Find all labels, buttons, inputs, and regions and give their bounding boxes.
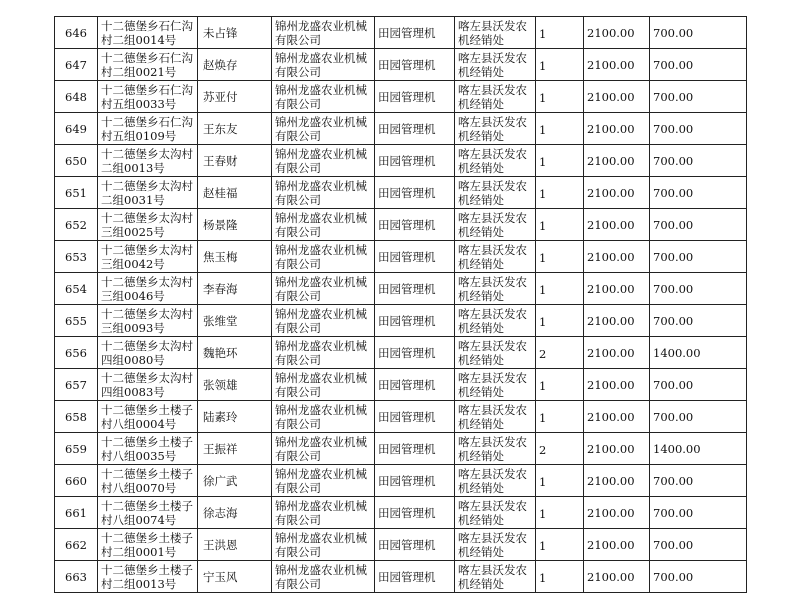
row-number: 654 bbox=[55, 273, 98, 305]
machine-type-cell: 田园管理机 bbox=[375, 49, 455, 81]
quantity-cell: 1 bbox=[536, 561, 584, 593]
price-cell: 2100.00 bbox=[584, 145, 650, 177]
manufacturer-cell: 锦州龙盛农业机械有限公司 bbox=[272, 145, 375, 177]
row-number: 662 bbox=[55, 529, 98, 561]
dealer-cell: 喀左县沃发农机经销处 bbox=[455, 497, 536, 529]
table-row bbox=[55, 17, 747, 49]
row-number: 655 bbox=[55, 305, 98, 337]
table-row bbox=[55, 177, 747, 209]
quantity-cell: 1 bbox=[536, 17, 584, 49]
dealer-cell: 喀左县沃发农机经销处 bbox=[455, 561, 536, 593]
dealer-cell: 喀左县沃发农机经销处 bbox=[455, 17, 536, 49]
address-cell: 十二德堡乡太沟村四组0080号 bbox=[98, 337, 198, 369]
quantity-cell: 1 bbox=[536, 177, 584, 209]
farmer-name-cell: 未占锋 bbox=[198, 17, 272, 49]
subsidy-cell: 700.00 bbox=[650, 273, 747, 305]
row-number: 657 bbox=[55, 369, 98, 401]
price-cell: 2100.00 bbox=[584, 465, 650, 497]
table-row bbox=[55, 145, 747, 177]
address-cell: 十二德堡乡太沟村二组0031号 bbox=[98, 177, 198, 209]
dealer-cell: 喀左县沃发农机经销处 bbox=[455, 145, 536, 177]
farmer-name-cell: 赵桂福 bbox=[198, 177, 272, 209]
quantity-cell: 1 bbox=[536, 113, 584, 145]
machine-type-cell: 田园管理机 bbox=[375, 177, 455, 209]
row-number: 650 bbox=[55, 145, 98, 177]
manufacturer-cell: 锦州龙盛农业机械有限公司 bbox=[272, 401, 375, 433]
farmer-name-cell: 张维堂 bbox=[198, 305, 272, 337]
machine-type-cell: 田园管理机 bbox=[375, 17, 455, 49]
address-cell: 十二德堡乡太沟村二组0013号 bbox=[98, 145, 198, 177]
dealer-cell: 喀左县沃发农机经销处 bbox=[455, 81, 536, 113]
manufacturer-cell: 锦州龙盛农业机械有限公司 bbox=[272, 273, 375, 305]
table-row bbox=[55, 241, 747, 273]
manufacturer-cell: 锦州龙盛农业机械有限公司 bbox=[272, 465, 375, 497]
quantity-cell: 1 bbox=[536, 241, 584, 273]
subsidy-cell: 700.00 bbox=[650, 465, 747, 497]
machine-type-cell: 田园管理机 bbox=[375, 433, 455, 465]
table-body bbox=[55, 17, 747, 593]
farmer-name-cell: 王春财 bbox=[198, 145, 272, 177]
row-number: 653 bbox=[55, 241, 98, 273]
manufacturer-cell: 锦州龙盛农业机械有限公司 bbox=[272, 497, 375, 529]
farmer-name-cell: 张领雄 bbox=[198, 369, 272, 401]
quantity-cell: 1 bbox=[536, 305, 584, 337]
machine-type-cell: 田园管理机 bbox=[375, 145, 455, 177]
price-cell: 2100.00 bbox=[584, 81, 650, 113]
manufacturer-cell: 锦州龙盛农业机械有限公司 bbox=[272, 17, 375, 49]
machine-type-cell: 田园管理机 bbox=[375, 81, 455, 113]
address-cell: 十二德堡乡土楼子村二组0001号 bbox=[98, 529, 198, 561]
machine-type-cell: 田园管理机 bbox=[375, 561, 455, 593]
row-number: 663 bbox=[55, 561, 98, 593]
subsidy-cell: 700.00 bbox=[650, 529, 747, 561]
manufacturer-cell: 锦州龙盛农业机械有限公司 bbox=[272, 209, 375, 241]
price-cell: 2100.00 bbox=[584, 17, 650, 49]
farmer-name-cell: 王洪恩 bbox=[198, 529, 272, 561]
farmer-name-cell: 王东友 bbox=[198, 113, 272, 145]
price-cell: 2100.00 bbox=[584, 401, 650, 433]
machine-type-cell: 田园管理机 bbox=[375, 401, 455, 433]
machine-type-cell: 田园管理机 bbox=[375, 369, 455, 401]
table-row bbox=[55, 49, 747, 81]
table-row bbox=[55, 401, 747, 433]
subsidy-table bbox=[54, 16, 747, 593]
dealer-cell: 喀左县沃发农机经销处 bbox=[455, 401, 536, 433]
manufacturer-cell: 锦州龙盛农业机械有限公司 bbox=[272, 113, 375, 145]
price-cell: 2100.00 bbox=[584, 433, 650, 465]
farmer-name-cell: 苏亚付 bbox=[198, 81, 272, 113]
subsidy-cell: 700.00 bbox=[650, 561, 747, 593]
manufacturer-cell: 锦州龙盛农业机械有限公司 bbox=[272, 241, 375, 273]
row-number: 648 bbox=[55, 81, 98, 113]
dealer-cell: 喀左县沃发农机经销处 bbox=[455, 529, 536, 561]
price-cell: 2100.00 bbox=[584, 177, 650, 209]
manufacturer-cell: 锦州龙盛农业机械有限公司 bbox=[272, 561, 375, 593]
farmer-name-cell: 徐志海 bbox=[198, 497, 272, 529]
row-number: 651 bbox=[55, 177, 98, 209]
subsidy-cell: 1400.00 bbox=[650, 433, 747, 465]
subsidy-cell: 700.00 bbox=[650, 305, 747, 337]
machine-type-cell: 田园管理机 bbox=[375, 337, 455, 369]
table-row bbox=[55, 337, 747, 369]
row-number: 649 bbox=[55, 113, 98, 145]
price-cell: 2100.00 bbox=[584, 497, 650, 529]
farmer-name-cell: 焦玉梅 bbox=[198, 241, 272, 273]
table-row bbox=[55, 81, 747, 113]
quantity-cell: 1 bbox=[536, 273, 584, 305]
row-number: 656 bbox=[55, 337, 98, 369]
quantity-cell: 1 bbox=[536, 465, 584, 497]
subsidy-cell: 1400.00 bbox=[650, 337, 747, 369]
address-cell: 十二德堡乡石仁沟村五组0109号 bbox=[98, 113, 198, 145]
quantity-cell: 1 bbox=[536, 401, 584, 433]
subsidy-cell: 700.00 bbox=[650, 369, 747, 401]
machine-type-cell: 田园管理机 bbox=[375, 113, 455, 145]
dealer-cell: 喀左县沃发农机经销处 bbox=[455, 433, 536, 465]
manufacturer-cell: 锦州龙盛农业机械有限公司 bbox=[272, 81, 375, 113]
quantity-cell: 1 bbox=[536, 529, 584, 561]
address-cell: 十二德堡乡土楼子村八组0035号 bbox=[98, 433, 198, 465]
manufacturer-cell: 锦州龙盛农业机械有限公司 bbox=[272, 337, 375, 369]
quantity-cell: 1 bbox=[536, 49, 584, 81]
dealer-cell: 喀左县沃发农机经销处 bbox=[455, 241, 536, 273]
table-row bbox=[55, 497, 747, 529]
quantity-cell: 2 bbox=[536, 337, 584, 369]
machine-type-cell: 田园管理机 bbox=[375, 529, 455, 561]
price-cell: 2100.00 bbox=[584, 337, 650, 369]
dealer-cell: 喀左县沃发农机经销处 bbox=[455, 113, 536, 145]
address-cell: 十二德堡乡土楼子村二组0013号 bbox=[98, 561, 198, 593]
subsidy-cell: 700.00 bbox=[650, 81, 747, 113]
price-cell: 2100.00 bbox=[584, 49, 650, 81]
table-row bbox=[55, 561, 747, 593]
machine-type-cell: 田园管理机 bbox=[375, 273, 455, 305]
table-row bbox=[55, 305, 747, 337]
row-number: 661 bbox=[55, 497, 98, 529]
manufacturer-cell: 锦州龙盛农业机械有限公司 bbox=[272, 49, 375, 81]
table-row bbox=[55, 113, 747, 145]
farmer-name-cell: 宁玉风 bbox=[198, 561, 272, 593]
farmer-name-cell: 魏艳环 bbox=[198, 337, 272, 369]
price-cell: 2100.00 bbox=[584, 273, 650, 305]
dealer-cell: 喀左县沃发农机经销处 bbox=[455, 305, 536, 337]
manufacturer-cell: 锦州龙盛农业机械有限公司 bbox=[272, 529, 375, 561]
address-cell: 十二德堡乡土楼子村八组0074号 bbox=[98, 497, 198, 529]
subsidy-cell: 700.00 bbox=[650, 145, 747, 177]
farmer-name-cell: 陆素玲 bbox=[198, 401, 272, 433]
dealer-cell: 喀左县沃发农机经销处 bbox=[455, 273, 536, 305]
address-cell: 十二德堡乡太沟村三组0046号 bbox=[98, 273, 198, 305]
dealer-cell: 喀左县沃发农机经销处 bbox=[455, 369, 536, 401]
address-cell: 十二德堡乡土楼子村八组0004号 bbox=[98, 401, 198, 433]
price-cell: 2100.00 bbox=[584, 241, 650, 273]
subsidy-cell: 700.00 bbox=[650, 209, 747, 241]
manufacturer-cell: 锦州龙盛农业机械有限公司 bbox=[272, 369, 375, 401]
subsidy-cell: 700.00 bbox=[650, 49, 747, 81]
row-number: 660 bbox=[55, 465, 98, 497]
price-cell: 2100.00 bbox=[584, 209, 650, 241]
machine-type-cell: 田园管理机 bbox=[375, 465, 455, 497]
price-cell: 2100.00 bbox=[584, 529, 650, 561]
machine-type-cell: 田园管理机 bbox=[375, 209, 455, 241]
farmer-name-cell: 李春海 bbox=[198, 273, 272, 305]
table-row bbox=[55, 369, 747, 401]
machine-type-cell: 田园管理机 bbox=[375, 305, 455, 337]
address-cell: 十二德堡乡土楼子村八组0070号 bbox=[98, 465, 198, 497]
table-row bbox=[55, 209, 747, 241]
quantity-cell: 2 bbox=[536, 433, 584, 465]
quantity-cell: 1 bbox=[536, 369, 584, 401]
dealer-cell: 喀左县沃发农机经销处 bbox=[455, 209, 536, 241]
quantity-cell: 1 bbox=[536, 81, 584, 113]
table-row bbox=[55, 529, 747, 561]
price-cell: 2100.00 bbox=[584, 561, 650, 593]
price-cell: 2100.00 bbox=[584, 305, 650, 337]
dealer-cell: 喀左县沃发农机经销处 bbox=[455, 337, 536, 369]
row-number: 652 bbox=[55, 209, 98, 241]
address-cell: 十二德堡乡石仁沟村五组0033号 bbox=[98, 81, 198, 113]
dealer-cell: 喀左县沃发农机经销处 bbox=[455, 465, 536, 497]
machine-type-cell: 田园管理机 bbox=[375, 497, 455, 529]
address-cell: 十二德堡乡太沟村四组0083号 bbox=[98, 369, 198, 401]
price-cell: 2100.00 bbox=[584, 113, 650, 145]
address-cell: 十二德堡乡太沟村三组0093号 bbox=[98, 305, 198, 337]
row-number: 659 bbox=[55, 433, 98, 465]
address-cell: 十二德堡乡石仁沟村二组0014号 bbox=[98, 17, 198, 49]
table-row bbox=[55, 273, 747, 305]
subsidy-cell: 700.00 bbox=[650, 497, 747, 529]
manufacturer-cell: 锦州龙盛农业机械有限公司 bbox=[272, 177, 375, 209]
price-cell: 2100.00 bbox=[584, 369, 650, 401]
machine-type-cell: 田园管理机 bbox=[375, 241, 455, 273]
address-cell: 十二德堡乡太沟村三组0042号 bbox=[98, 241, 198, 273]
row-number: 647 bbox=[55, 49, 98, 81]
address-cell: 十二德堡乡太沟村三组0025号 bbox=[98, 209, 198, 241]
manufacturer-cell: 锦州龙盛农业机械有限公司 bbox=[272, 305, 375, 337]
subsidy-cell: 700.00 bbox=[650, 401, 747, 433]
quantity-cell: 1 bbox=[536, 497, 584, 529]
subsidy-cell: 700.00 bbox=[650, 177, 747, 209]
subsidy-cell: 700.00 bbox=[650, 113, 747, 145]
subsidy-cell: 700.00 bbox=[650, 17, 747, 49]
table-row bbox=[55, 465, 747, 497]
quantity-cell: 1 bbox=[536, 145, 584, 177]
dealer-cell: 喀左县沃发农机经销处 bbox=[455, 177, 536, 209]
table-row bbox=[55, 433, 747, 465]
row-number: 646 bbox=[55, 17, 98, 49]
manufacturer-cell: 锦州龙盛农业机械有限公司 bbox=[272, 433, 375, 465]
farmer-name-cell: 杨景隆 bbox=[198, 209, 272, 241]
farmer-name-cell: 赵焕存 bbox=[198, 49, 272, 81]
dealer-cell: 喀左县沃发农机经销处 bbox=[455, 49, 536, 81]
farmer-name-cell: 徐广武 bbox=[198, 465, 272, 497]
subsidy-cell: 700.00 bbox=[650, 241, 747, 273]
row-number: 658 bbox=[55, 401, 98, 433]
quantity-cell: 1 bbox=[536, 209, 584, 241]
farmer-name-cell: 王振祥 bbox=[198, 433, 272, 465]
address-cell: 十二德堡乡石仁沟村二组0021号 bbox=[98, 49, 198, 81]
